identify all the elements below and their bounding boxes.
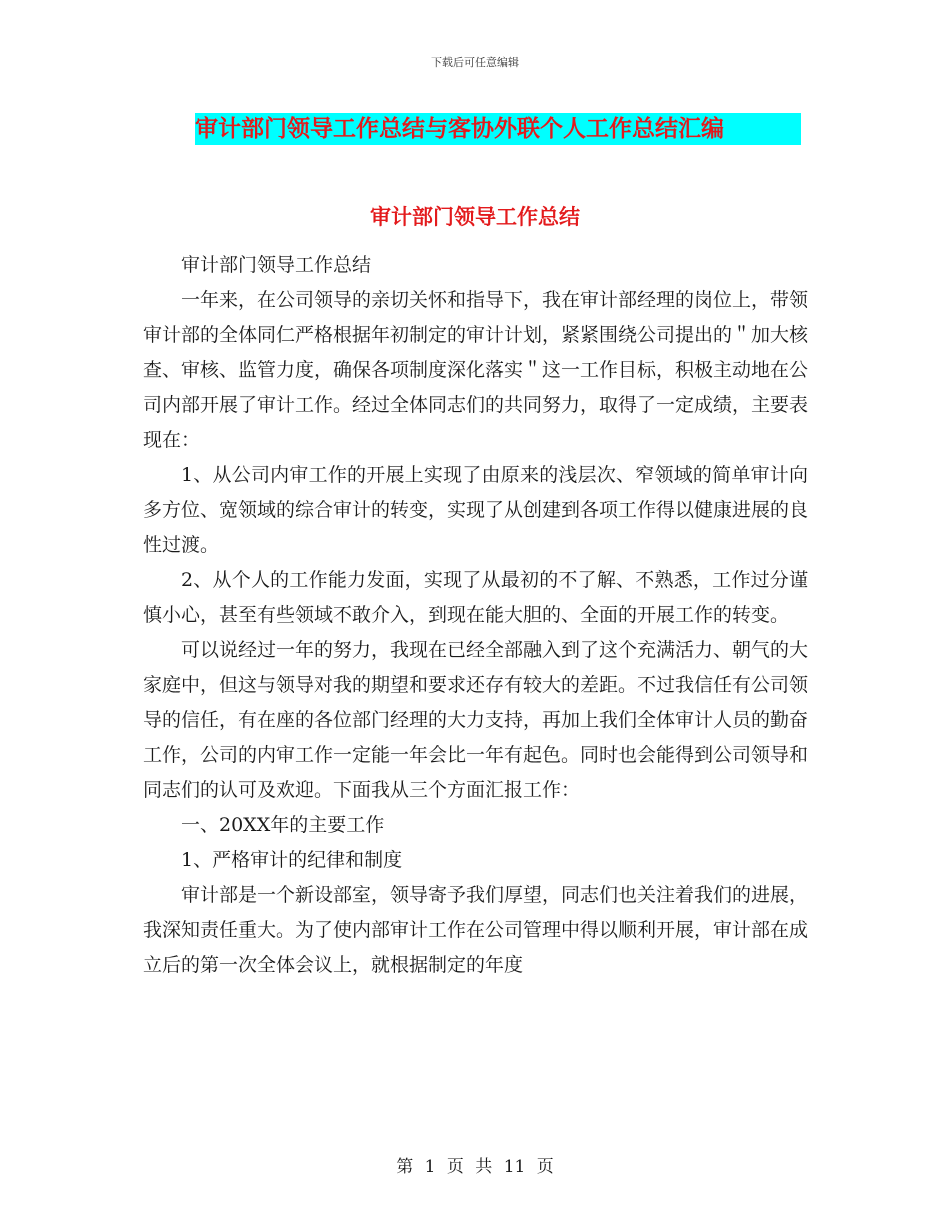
paragraph: 一年来，在公司领导的亲切关怀和指导下，我在审计部经理的岗位上，带领审计部的全体同仁严格根据年初制定的审计计划，紧紧围绕公司提出的＂加大核查、审核、监管力度，确保各项制度深化落实＂这一工作目标，积极主动地在公司内部开展了审计工作。经过全体同志们的共同努力，取得了一定成绩，主要表现在：: [143, 289, 809, 451]
paragraph: 审计部是一个新设部室，领导寄予我们厚望，同志们也关注着我们的进展，我深知责任重大。为了使内部审计工作在公司管理中得以顺利开展，审计部在成立后的第一次全体会议上，就根据制定的年度: [143, 884, 809, 976]
paragraph: 1、严格审计的纪律和制度: [181, 849, 403, 871]
page-number: 第 1 页 共 11 页: [396, 1157, 554, 1177]
paragraph: 审计部门领导工作总结: [181, 254, 372, 276]
paragraph: 1、从公司内审工作的开展上实现了由原来的浅层次、窄领域的简单审计向多方位、宽领域的综合审计的转变，实现了从创建到各项工作得以健康进展的良性过渡。: [143, 464, 809, 556]
document-body: [143, 248, 808, 983]
paragraph: 2、从个人的工作能力发面，实现了从最初的不了解、不熟悉，工作过分谨慎小心，甚至有些领域不敢介入，到现在能大胆的、全面的开展工作的转变。: [143, 569, 808, 626]
document-title: 审计部门领导工作总结与客协外联个人工作总结汇编: [195, 116, 724, 142]
paragraph: 可以说经过一年的努力，我现在已经全部融入到了这个充满活力、朝气的大家庭中，但这与领导对我的期望和要求还存有较大的差距。不过我信任有公司领导的信任，有在座的各位部门经理的大力支持，再加上我们全体审计人员的勤奋工作，公司的内审工作一定能一年会比一年有起色。同时也会能得到公司领导和同志们的认可及欢迎。下面我从三个方面汇报工作：: [143, 639, 809, 801]
page-header-note: 下载后可任意编辑: [431, 56, 519, 69]
paragraph: 一、20XX年的主要工作: [181, 814, 385, 836]
section-title: 审计部门领导工作总结: [370, 205, 580, 229]
document-title-highlight: [195, 113, 801, 145]
